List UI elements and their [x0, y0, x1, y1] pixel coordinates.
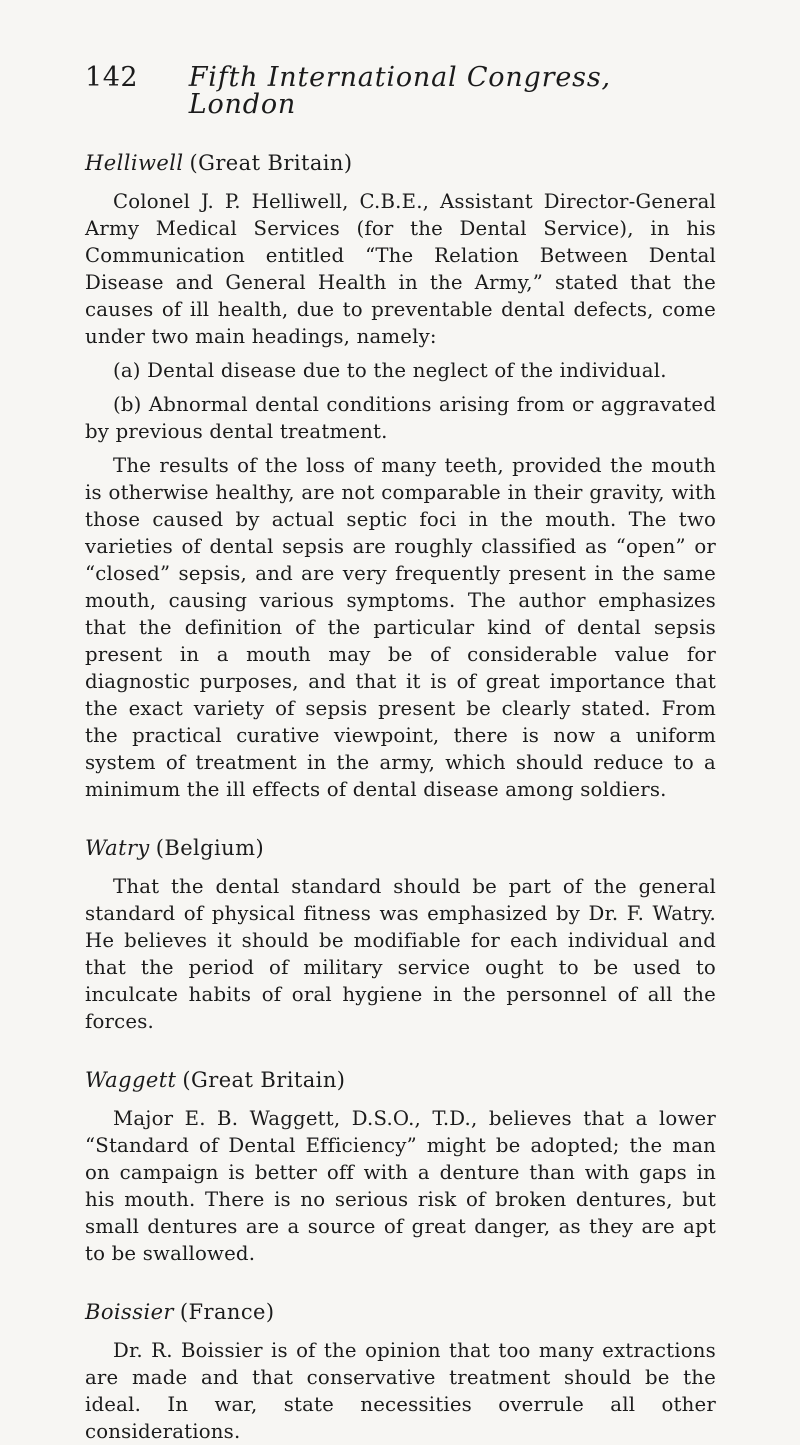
- running-header: [85, 64, 716, 118]
- speaker-name: Watry: [85, 836, 150, 860]
- section-watry: [85, 835, 716, 1035]
- section-waggett: [85, 1067, 716, 1267]
- page-number: 142: [85, 62, 139, 93]
- paragraph: Major E. B. Waggett, D.S.O., T.D., believes that a lower “Standard of Dental Efficiency” might be adopted; the man on campaign is better off with a denture than with gaps in his mouth. There is no serious risk of broken dentures, but small dentures are a source of great danger, as they are apt to be swallowed.: [85, 1107, 716, 1265]
- running-title: Fifth International Congress, London: [188, 62, 611, 120]
- speaker-name: Waggett: [85, 1068, 177, 1092]
- section-heading: [85, 835, 716, 862]
- paragraph: That the dental standard should be part of the general standard of physical fitness was emphasized by Dr. F. Watry. He believes it should be modifiable for each individual and that the period of military service ought to be used to inculcate habits of oral hygiene in the personnel of all the forces.: [85, 875, 716, 1033]
- paragraph: Colonel J. P. Helliwell, C.B.E., Assistant Director-General Army Medical Services (for the Dental Service), in his Communication entitled “The Relation Between Dental Disease and General Health in the Army,” stated that the causes of ill health, due to preventable dental defects, come under two main headings, namely:: [85, 190, 716, 348]
- speaker-name: Helliwell: [85, 151, 184, 175]
- paragraph: The results of the loss of many teeth, provided the mouth is otherwise healthy, are not comparable in their gravity, with those caused by actual septic foci in the mouth. The two varieties of dental sepsis are roughly classified as “open” or “closed” sepsis, and are very frequently present in the same mouth, causing various symptoms. The author emphasizes that the definition of the particular kind of dental sepsis present in a mouth may be of considerable value for diagnostic purposes, and that it is of great importance that the exact variety of sepsis present be clearly stated. From the practical curative viewpoint, there is now a uniform system of treatment in the army, which should reduce to a minimum the ill effects of dental disease among soldiers.: [85, 454, 716, 801]
- speaker-country: (Belgium): [155, 836, 265, 860]
- speaker-country: (Great Britain): [182, 1068, 346, 1092]
- paragraph: Dr. R. Boissier is of the opinion that too many extractions are made and that conservative treatment should be the ideal. In war, state necessities overrule all other considerations.: [85, 1339, 716, 1443]
- section-helliwell: [85, 150, 716, 803]
- section-heading: [85, 1067, 716, 1094]
- list-item-b: (b) Abnormal dental conditions arising from or aggravated by previous dental treatment.: [85, 393, 716, 443]
- list-item-a: (a) Dental disease due to the neglect of the individual.: [113, 359, 667, 382]
- section-heading: [85, 150, 716, 177]
- speaker-country: (Great Britain): [189, 151, 353, 175]
- section-heading: [85, 1299, 716, 1326]
- speaker-name: Boissier: [85, 1300, 174, 1324]
- section-boissier: [85, 1299, 716, 1445]
- speaker-country: (France): [179, 1300, 275, 1324]
